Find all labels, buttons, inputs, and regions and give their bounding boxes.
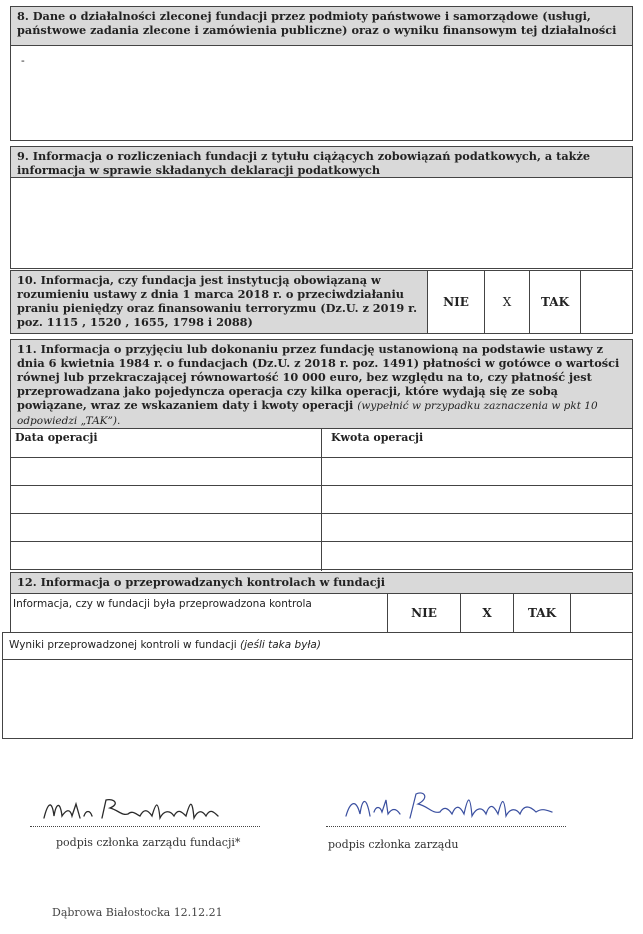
section-12-tak-label: TAK — [513, 593, 571, 633]
table-row[interactable] — [11, 541, 632, 569]
section-12-tak-checkbox[interactable] — [570, 593, 633, 633]
section-11-table — [10, 428, 633, 570]
control-info-label: Informacja, czy w fundacji była przeprowadzona kontrola — [13, 598, 312, 610]
table-row[interactable] — [11, 485, 632, 513]
section-9-header: 9. Informacja o rozliczeniach fundacji z tytułu ciążących zobowiązań podatkowych, a także informacja w sprawie składanych deklaracji podatkowych — [10, 146, 633, 178]
column-header-amount: Kwota operacji — [331, 431, 424, 444]
right-signature-label: podpis członka zarządu — [328, 838, 459, 851]
section-11-header: 11. Informacja o przyjęciu lub dokonaniu przez fundację ustanowioną na podstawie ustawy z dnia 6 kwietnia 1984 r. o fundacjach (Dz.U. z 2018 r. poz. 1491) płatności w gotówce o wartości równej lub przekraczającej równowartość 10 000 euro, bez względu na to, czy płatność jest przeprowadzana jako pojedyncza operacja czy kilka operacji, które wydają się ze sobą powiązane, wraz ze wskazaniem daty i kwoty operacji (wypełnić w przypadku zaznaczenia w pkt 10 odpowiedzi „TAK”). — [10, 339, 633, 429]
section-10-nie-label: NIE — [427, 270, 485, 334]
control-results-note: (jeśli taka była) — [240, 639, 321, 651]
section-10-tak-label: TAK — [529, 270, 581, 334]
left-signature-label: podpis członka zarządu fundacji* — [56, 836, 241, 849]
table-row[interactable] — [11, 513, 632, 541]
place-date: Dąbrowa Białostocka 12.12.21 — [52, 906, 223, 919]
control-info-cell — [10, 593, 388, 633]
section-9-content[interactable] — [10, 177, 633, 269]
left-signature-line — [30, 826, 260, 827]
control-results-label-cell — [2, 632, 633, 660]
section-11-note: (wypełnić w przypadku zaznaczenia w pkt 10 odpowiedzi „TAK”). — [17, 400, 598, 427]
left-signature-image — [40, 792, 260, 828]
column-header-date: Data operacji — [15, 431, 98, 444]
section-10-tak-checkbox[interactable] — [580, 270, 633, 334]
section-8-content[interactable] — [10, 45, 633, 141]
section-12-nie-label: NIE — [387, 593, 461, 633]
control-results-label: Wyniki przeprowadzonej kontroli w fundacji — [9, 639, 237, 651]
section-10-header: 10. Informacja, czy fundacja jest instytucją obowiązaną w rozumieniu ustawy z dnia 1 marca 2018 r. o przeciwdziałaniu praniu pieniędzy oraz finansowaniu terroryzmu (Dz.U. z 2019 r. poz. 1115 , 1520 , 1655, 1798 i 2088) — [10, 270, 428, 334]
section-8-header: 8. Dane o działalności zleconej fundacji przez podmioty państwowe i samorządowe (usługi, państwowe zadania zlecone i zamówienia publiczne) oraz o wyniku finansowym tej działalności — [10, 6, 633, 46]
section-10-nie-checkbox[interactable]: X — [484, 270, 530, 334]
right-signature-line — [326, 826, 566, 827]
control-results-content[interactable] — [2, 659, 633, 739]
section-8-value: - — [21, 54, 25, 67]
right-signature-image — [340, 786, 580, 826]
section-12-header: 12. Informacja o przeprowadzanych kontrolach w fundacji — [10, 572, 633, 594]
table-row[interactable] — [11, 457, 632, 485]
section-12-nie-checkbox[interactable]: X — [460, 593, 514, 633]
